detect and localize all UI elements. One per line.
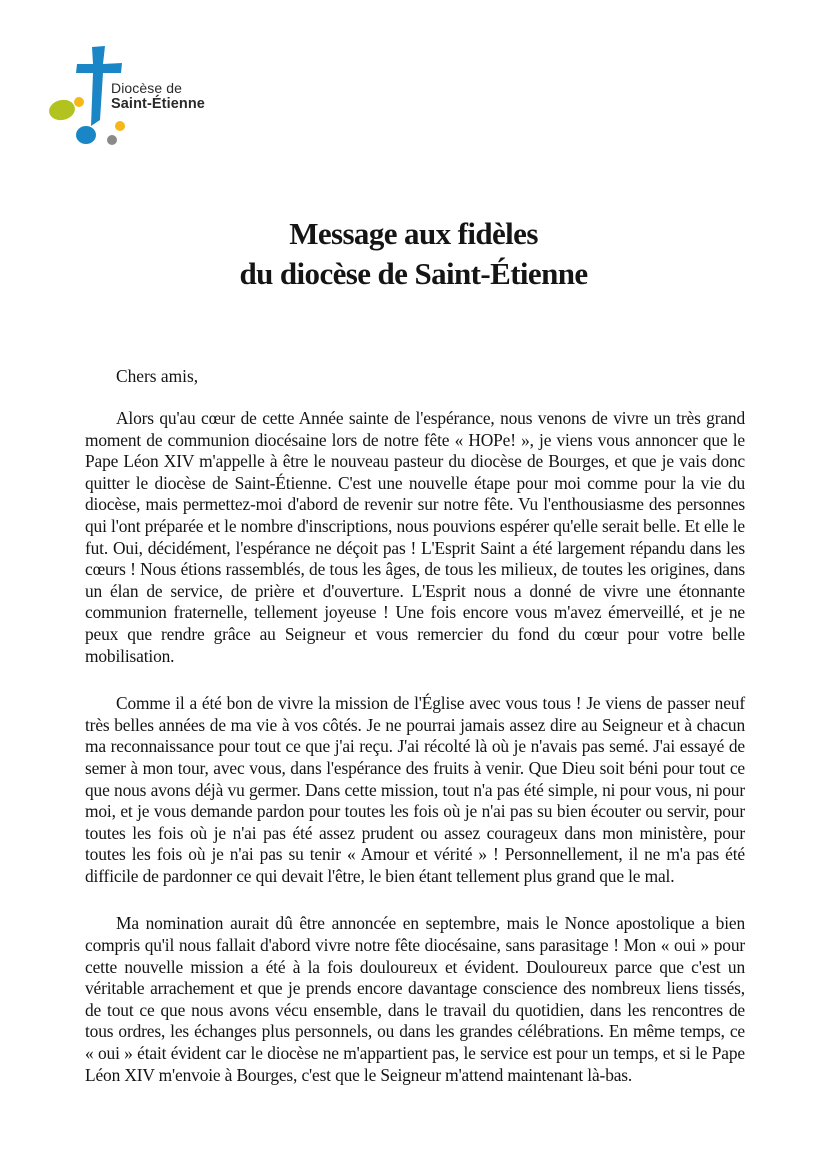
paragraph: Comme il a été bon de vivre la mission de l'Église avec vous tous ! Je viens de passer neuf très belles années de ma vie à vos côtés. Je ne pourrai jamais assez dire au Seigneur et à chacun ma reconnaissance pour tout ce que j'ai reçu. J'ai récolté là où je n'avais pas semé. J'ai essayé de semer à mon tour, avec vous, dans l'espérance des fruits à venir. Que Dieu soit béni pour tout ce que nous avons déjà vu germer. Dans cette mission, tout n'a pas été simple, ni pour vous, ni pour moi, et je vous demande pardon pour toutes les fois où je n'ai pas su bien écouter ou servir, pour toutes les fois où je n'ai pas été assez prudent ou assez courageux dans mon ministère, pour toutes les fois où je n'ai pas su tenir « Amour et vérité » ! Personnellement, il ne m'a pas été difficile de pardonner ce qui devait l'être, le bien étant tellement plus grand que le mal.: [85, 693, 745, 886]
letter-body: [85, 408, 745, 1112]
salutation: Chers amis,: [116, 366, 199, 386]
title-line-2: du diocèse de Saint-Étienne: [239, 256, 588, 291]
gray-dot: [107, 135, 117, 145]
paragraph: Alors qu'au cœur de cette Année sainte de l'espérance, nous venons de vivre un très grand moment de communion diocésaine lors de notre fête « HOPe! », je viens vous annoncer que le Pape Léon XIV m'appelle à être le nouveau pasteur du diocèse de Bourges, et que je vais donc quitter le diocèse de Saint-Étienne. C'est une nouvelle étape pour moi comme pour la vie du diocèse, mais permettez-moi d'abord de revenir sur notre fête. Vu l'enthousiasme des personnes qui l'ont préparée et le nombre d'inscriptions, nous pouvions espérer qu'elle serait belle. Et elle le fut. Oui, décidément, l'espérance ne déçoit pas ! L'Esprit Saint a été largement répandu dans les cœurs ! Nous étions rassemblés, de tous les âges, de tous les milieux, de toutes les origines, dans un élan de service, de prière et d'ouverture. L'Esprit nous a donné de vivre une étonnante communion fraternelle, tellement joyeuse ! Une fois encore vous m'avez émerveillé, et je ne peux que rendre grâce au Seigneur et vous remercier du fond du cœur pour votre belle mobilisation.: [85, 408, 745, 666]
yellow-dot-small: [74, 97, 84, 107]
logo-text: [111, 80, 205, 113]
green-dot: [48, 98, 77, 123]
blue-dot: [76, 126, 96, 144]
paragraph: Ma nomination aurait dû être annoncée en septembre, mais le Nonce apostolique a bien compris qu'il nous fallait d'abord vivre notre fête diocésaine, sans parasitage ! Mon « oui » pour cette nouvelle mission a été à la fois douloureux et évident. Douloureux parce que c'est un véritable arrachement et que je prends encore davantage conscience des nombreux liens tissés, de tout ce que nous avons vécu ensemble, dans le travail du quotidien, dans les rencontres de tous ordres, les échanges plus personnels, ou dans les grandes célébrations. En même temps, ce « oui » était évident car le diocèse ne m'appartient pas, le service est pour un temps, et si le Pape Léon XIV m'envoie à Bourges, c'est que le Seigneur m'attend maintenant là-bas.: [85, 913, 745, 1085]
logo-line-1: Diocèse de: [111, 80, 183, 96]
diocese-logo: [48, 42, 228, 150]
logo-line-2: Saint-Étienne: [111, 96, 205, 113]
page-title: [0, 214, 827, 294]
yellow-dot: [115, 121, 125, 131]
title-line-1: Message aux fidèles: [289, 216, 538, 251]
